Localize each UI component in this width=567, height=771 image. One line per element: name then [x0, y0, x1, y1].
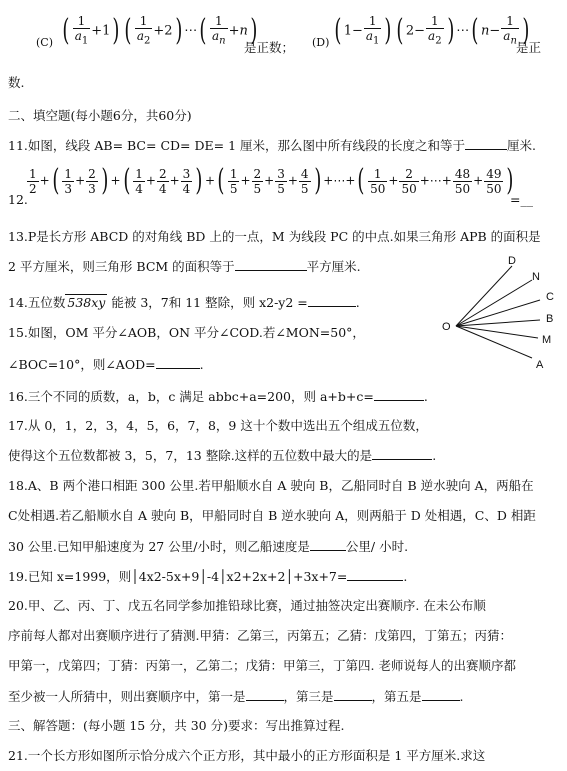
ray-oa [456, 326, 532, 358]
label-a: A [536, 359, 544, 371]
answer-blank-11[interactable] [465, 137, 507, 150]
question-14: 14.五位数 538xy 能被 3，7和 11 整除，则 x2-y2 = . [8, 295, 360, 310]
option-d [312, 14, 562, 62]
option-d-continuation: 数. [8, 75, 25, 90]
ray-ob [456, 320, 540, 326]
answer-blank-17[interactable] [372, 447, 432, 460]
option-d-tail: 是正 [516, 40, 542, 55]
ray-on [456, 280, 532, 326]
answer-blank-20-fifth[interactable] [422, 688, 460, 701]
label-c: C [546, 291, 554, 303]
label-d: D [508, 255, 516, 267]
answer-blank-13[interactable] [235, 258, 307, 271]
question-19: 19.已知 x=1999，则│4x2-5x+9│-4│x2+2x+2│+3x+7= . [8, 569, 408, 584]
answer-blank-19[interactable] [347, 568, 403, 581]
section-2-heading: 二、填空题(每小题6分，共60分) [8, 108, 192, 123]
question-11: 11.如图，线段 AB= BC= CD= DE= 1 厘米，那么图中所有线段的长度之和等于 厘米. [8, 138, 536, 153]
answer-blank-16[interactable] [374, 388, 424, 401]
question-18-line-3: 30 公里.已知甲船速度为 27 公里/小时，则乙船速度是 公里/ 小时. [8, 539, 409, 554]
question-16: 16.三个不同的质数，a，b，c 满足 abbc+a=200，则 a+b+c= . [8, 389, 428, 404]
option-c-expression: ( $\frac{1}{a_1}$ +1) ( $\frac{1}{a_2}$ +2) ⋯( $\frac{1}{a_n}$ +n) [62, 13, 258, 49]
question-20-line-2: 序前每人都对出赛顺序进行了猜测.甲猜：乙第三，丙第五；乙猜：戊第四，丁第五；丙猜： [8, 628, 512, 643]
answer-blank-20-first[interactable] [246, 688, 284, 701]
answer-blank-20-third[interactable] [334, 688, 372, 701]
option-c-label: (C) [36, 36, 53, 49]
label-b: B [546, 313, 554, 325]
question-13-line-2: 2 平方厘米，则三角形 BCM 的面积等于 平方厘米. [8, 259, 361, 274]
question-17-line-2: 使得这个五位数都被 3，5，7，13 整除.这样的五位数中最大的是 . [8, 448, 437, 463]
question-21: 21.一个长方形如图所示恰分成六个正方形，其中最小的正方形面积是 1 平方厘米.求这 [8, 748, 486, 763]
question-20-line-3: 甲第一，戊第四；丁猜：丙第一，乙第二；戊猜：甲第三，丁第四. 老师说每人的出赛顺序都 [8, 658, 516, 673]
ray-om [456, 326, 538, 338]
q14-overline-number: 538xy [67, 295, 106, 310]
q12-number: 12. [8, 192, 28, 207]
option-c [36, 14, 306, 62]
answer-blank-18[interactable] [310, 538, 346, 551]
option-d-expression: ( 1− $\frac{1}{a_1}$ ) ( 2− $\frac{1}{a_2}$ ) ⋯( n− $\frac{1}{a_n}$ ) [334, 13, 530, 49]
question-18-line-2: C处相遇.若乙船顺水自 A 驶向 B，甲船同时自 B 逆水驶向 A，则两船于 D 处相遇，C、D 相距 [8, 508, 536, 523]
question-18-line-1: 18.A、B 两个港口相距 300 公里.若甲船顺水自 A 驶向 B，乙船同时自 B 逆水驶向 A，两船在 [8, 478, 534, 493]
question-15-line-1: 15.如图，OM 平分∠AOB，ON 平分∠COD.若∠MON=50°， [8, 325, 365, 340]
label-n: N [532, 271, 540, 283]
option-d-label: (D) [312, 36, 330, 49]
q12-answer[interactable]: =__ [510, 192, 533, 207]
option-c-tail: 是正数； [244, 40, 295, 55]
question-20-line-1: 20.甲、乙、丙、丁、戊五名同学参加推铅球比赛，通过抽签决定出赛顺序. 在未公布顺 [8, 598, 486, 613]
angle-figure [436, 252, 564, 376]
question-12: 12. $\frac{1}{2}$ +( $\frac{1}{3}$ + $\frac{2}{3}$ ) +( $\frac{1}{4}$ + $\frac{2}{4}$ + $\frac{3}{4}$ ) +( $\frac{1}{5}$ + $\frac{2}{5}$ + $\frac{3}{5}$ + $\frac{4}{5}$ ) +⋯+( $\frac{1}{50}$ + $\frac{2}{50}$ +⋯+ $\frac{48}{50}$ + $\frac{49}{50}$ ) =__ [8, 163, 533, 207]
section-3-heading: 三、解答题：(每小题 15 分，共 30 分)要求：写出推算过程. [8, 718, 345, 733]
label-o: O [442, 321, 451, 333]
question-15-line-2: ∠BOC=10°，则∠AOD= . [8, 357, 204, 372]
question-13-line-1: 13.P是长方形 ABCD 的对角线 BD 上的一点，M 为线段 PC 的中点.如果三角形 APB 的面积是 [8, 229, 541, 244]
question-20-line-4: 至少被一人所猜中，则出赛顺序中，第一是 ，第三是 ，第五是 . [8, 689, 464, 704]
answer-blank-14[interactable] [308, 294, 356, 307]
answer-blank-15[interactable] [156, 356, 200, 369]
question-17-line-1: 17.从 0，1，2，3，4，5，6，7，8，9 这十个数中选出五个组成五位数， [8, 418, 428, 433]
label-m: M [542, 334, 552, 346]
